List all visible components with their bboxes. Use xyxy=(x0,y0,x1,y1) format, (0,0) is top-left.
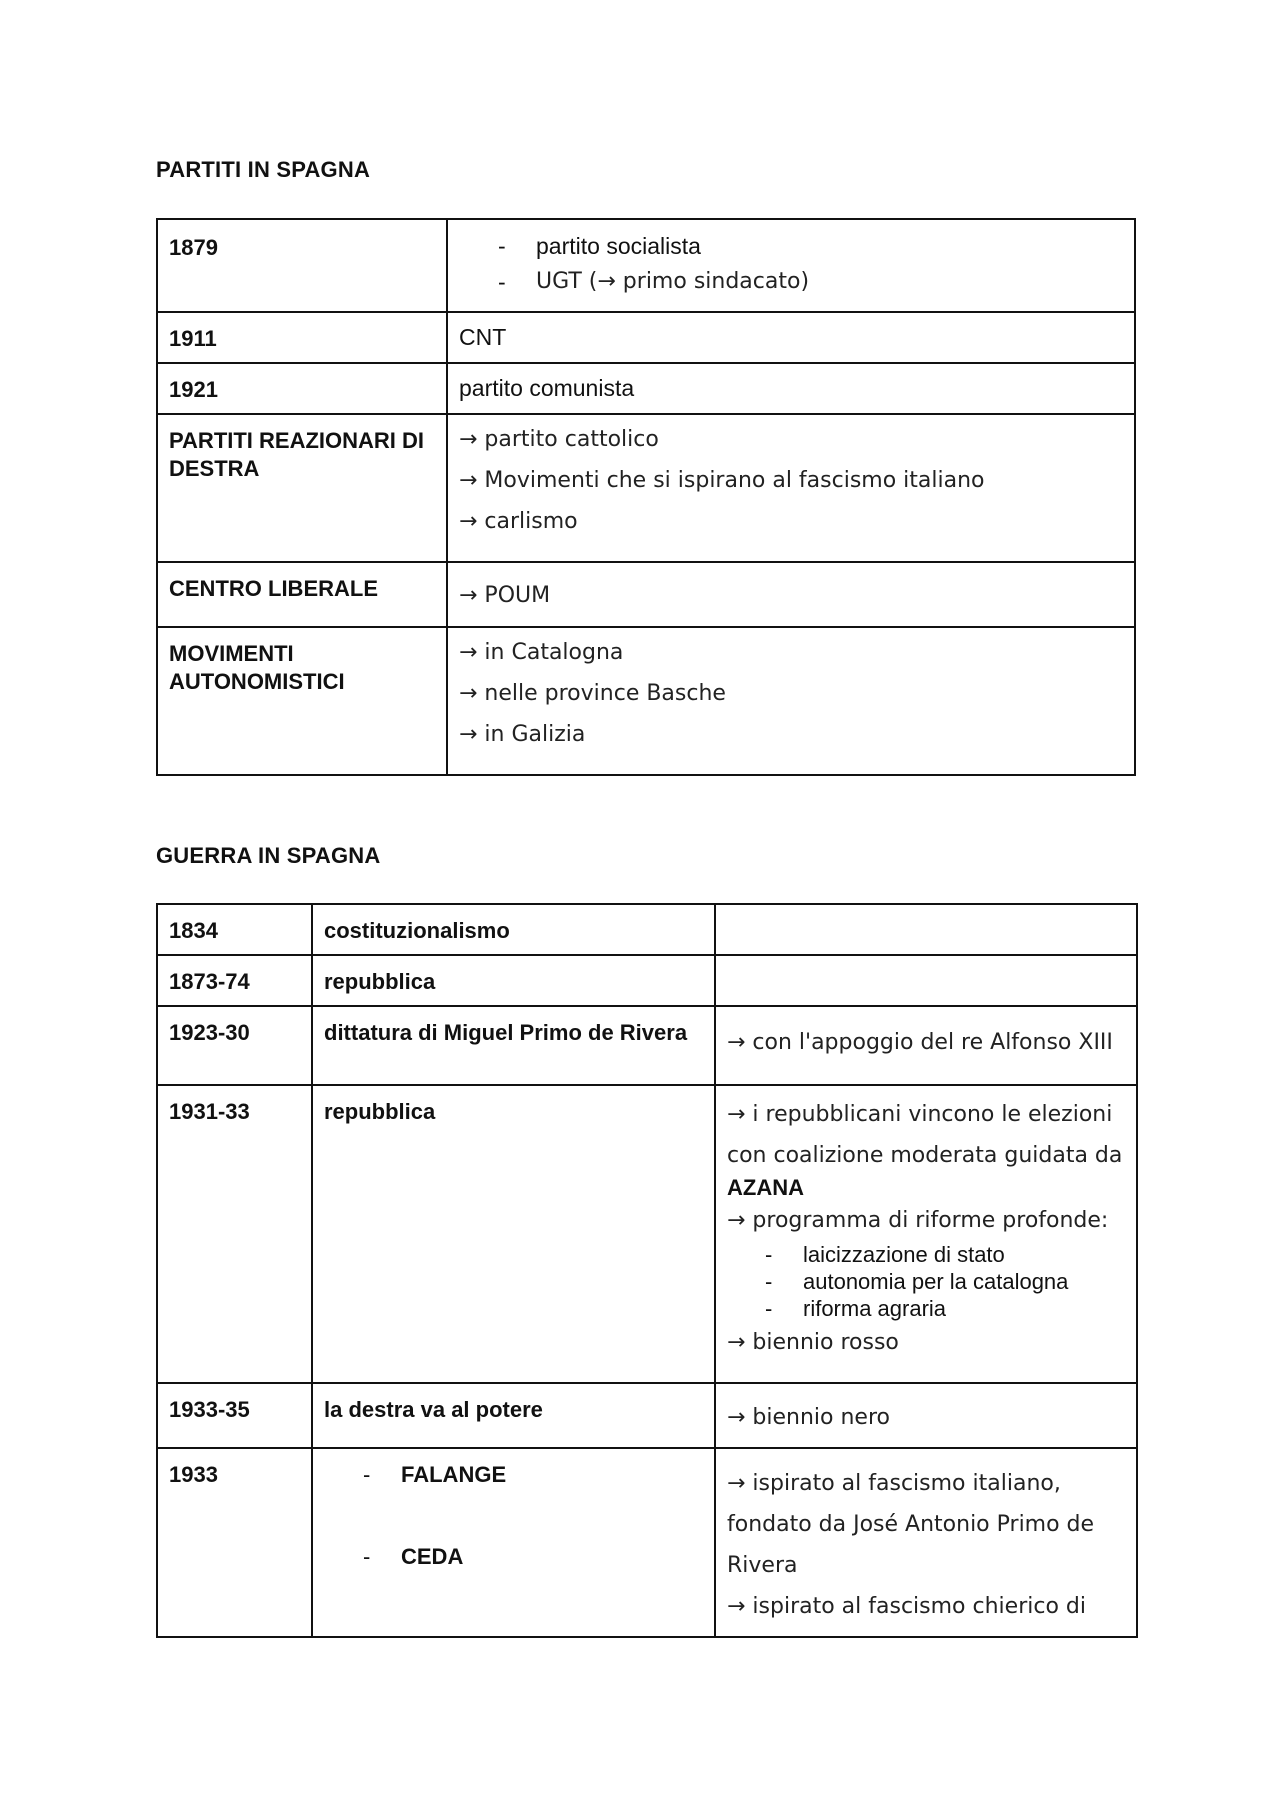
table-row xyxy=(157,1448,1137,1637)
list-item: - partito socialista xyxy=(498,233,701,259)
row-label: 1879 xyxy=(157,219,447,312)
partiti-table xyxy=(156,218,1136,776)
row-label: MOVIMENTI AUTONOMISTICI xyxy=(157,627,447,775)
row-note: → biennio nero xyxy=(715,1383,1137,1448)
guerra-table xyxy=(156,903,1138,1638)
table-row xyxy=(157,219,1135,312)
row-event: costituzionalismo xyxy=(312,904,715,955)
row-year: 1923-30 xyxy=(157,1006,312,1085)
note-line: → ispirato al fascismo chierico di xyxy=(727,1594,1086,1619)
table-row xyxy=(157,904,1137,955)
list-item: - riforma agraria xyxy=(765,1296,947,1321)
note-line: → i repubblicani vincono le elezioni xyxy=(727,1102,1113,1127)
row-year: 1933 xyxy=(157,1448,312,1637)
row-label: 1911 xyxy=(157,312,447,363)
note-line: Rivera xyxy=(727,1553,798,1578)
row-event: repubblica xyxy=(312,955,715,1006)
list-item: → in Catalogna xyxy=(459,640,624,665)
row-year: 1931-33 xyxy=(157,1085,312,1383)
note-line: fondato da José Antonio Primo de xyxy=(727,1512,1095,1537)
note-line: con coalizione moderata guidata da xyxy=(727,1143,1123,1168)
reform-list xyxy=(727,1241,1126,1322)
table-row xyxy=(157,1383,1137,1448)
row-value: partito comunista xyxy=(447,363,1135,414)
table-row xyxy=(157,955,1137,1006)
list-item: → carlismo xyxy=(459,509,578,534)
table-row xyxy=(157,1006,1137,1085)
list-item: → in Galizia xyxy=(459,722,586,747)
list-item: - laicizzazione di stato xyxy=(765,1242,1005,1267)
note-line: → biennio rosso xyxy=(727,1330,899,1355)
row-event: la destra va al potere xyxy=(312,1383,715,1448)
list-item: - autonomia per la catalogna xyxy=(765,1269,1069,1294)
section-title-guerra: GUERRA IN SPAGNA xyxy=(156,843,381,868)
row-label: CENTRO LIBERALE xyxy=(157,562,447,627)
row-label: 1921 xyxy=(157,363,447,414)
party-item: - FALANGE xyxy=(363,1462,507,1487)
table-row xyxy=(157,414,1135,562)
row-label: PARTITI REAZIONARI DI DESTRA xyxy=(157,414,447,562)
table-row xyxy=(157,363,1135,414)
note-line: → programma di riforme profonde: xyxy=(727,1208,1109,1233)
row-value: CNT xyxy=(447,312,1135,363)
list-item: → nelle province Basche xyxy=(459,681,726,706)
party-item: - CEDA xyxy=(363,1544,464,1569)
list-item: → partito cattolico xyxy=(459,427,659,452)
leader-name: AZANA xyxy=(727,1175,804,1200)
table-row xyxy=(157,627,1135,775)
note-line: → ispirato al fascismo italiano, xyxy=(727,1471,1061,1496)
list-item: - UGT (→ primo sindacato) xyxy=(498,269,810,295)
list-item: → POUM xyxy=(459,583,551,608)
row-event: repubblica xyxy=(312,1085,715,1383)
section-title-partiti: PARTITI IN SPAGNA xyxy=(156,157,371,182)
row-year: 1933-35 xyxy=(157,1383,312,1448)
row-note: → con l'appoggio del re Alfonso XIII xyxy=(715,1006,1137,1085)
list-item: → Movimenti che si ispirano al fascismo italiano xyxy=(459,468,985,493)
row-event: dittatura di Miguel Primo de Rivera xyxy=(312,1006,715,1085)
table-row xyxy=(157,1085,1137,1383)
row-year: 1873-74 xyxy=(157,955,312,1006)
table-row xyxy=(157,312,1135,363)
row-year: 1834 xyxy=(157,904,312,955)
table-row xyxy=(157,562,1135,627)
